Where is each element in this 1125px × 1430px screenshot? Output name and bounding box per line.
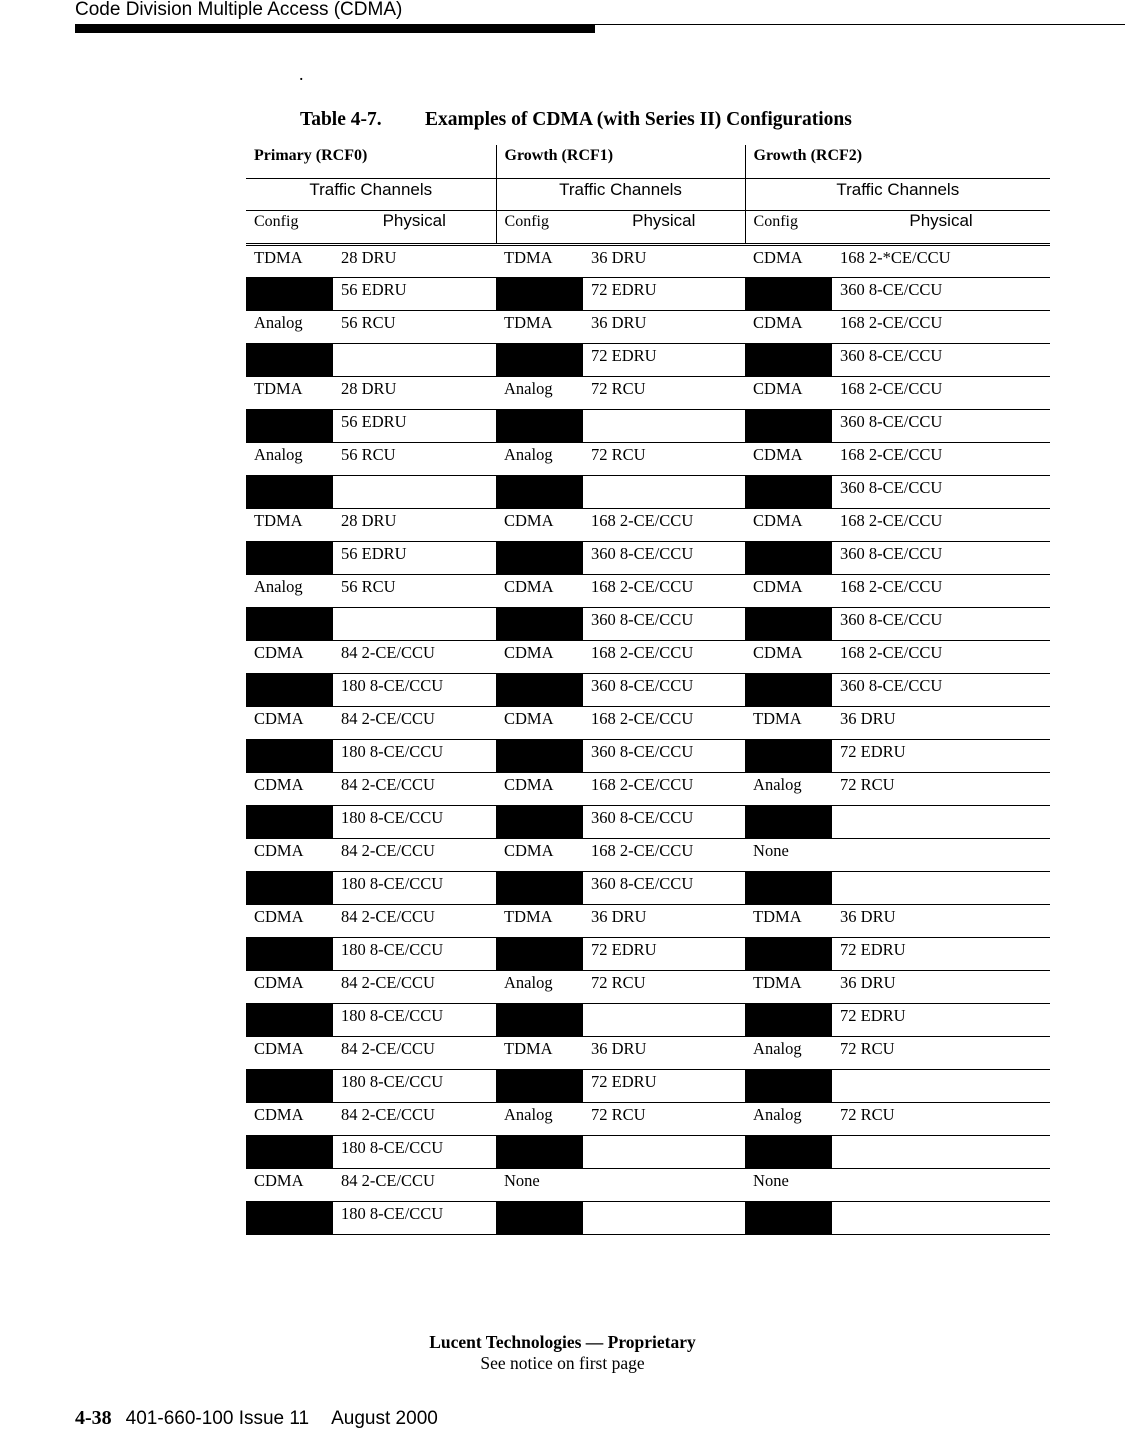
config-cell-blank xyxy=(745,542,832,575)
table-number: Table 4-7. xyxy=(300,109,382,130)
group-header-primary: Primary (RCF0) xyxy=(246,145,496,179)
config-cell: None xyxy=(745,1169,832,1202)
table-row xyxy=(246,806,1050,839)
config-cell-blank xyxy=(496,674,583,707)
physical-cell xyxy=(832,806,1050,839)
config-cell-blank xyxy=(496,938,583,971)
config-cell-blank xyxy=(745,806,832,839)
table-row xyxy=(246,1004,1050,1037)
physical-cell: 180 8-CE/CCU xyxy=(333,1136,496,1169)
physical-cell: 360 8-CE/CCU xyxy=(832,278,1050,311)
physical-cell xyxy=(832,872,1050,905)
physical-cell: 84 2-CE/CCU xyxy=(333,707,496,740)
physical-cell: 180 8-CE/CCU xyxy=(333,938,496,971)
config-cell: TDMA xyxy=(246,245,333,278)
table-row xyxy=(246,872,1050,905)
physical-cell xyxy=(583,476,745,509)
physical-cell: 56 EDRU xyxy=(333,278,496,311)
table-row xyxy=(246,1103,1050,1136)
config-cell: None xyxy=(496,1169,583,1202)
configurations-table xyxy=(246,145,1050,1235)
config-cell: CDMA xyxy=(246,773,333,806)
config-cell-blank xyxy=(246,278,333,311)
sub-header-traffic-channels: Traffic Channels xyxy=(745,179,1050,211)
physical-cell: 360 8-CE/CCU xyxy=(583,806,745,839)
physical-cell xyxy=(333,344,496,377)
physical-cell: 360 8-CE/CCU xyxy=(832,608,1050,641)
physical-cell: 180 8-CE/CCU xyxy=(333,1070,496,1103)
config-cell-blank xyxy=(745,344,832,377)
config-cell-blank xyxy=(246,872,333,905)
config-cell-blank xyxy=(745,740,832,773)
table-row xyxy=(246,344,1050,377)
config-cell: CDMA xyxy=(246,707,333,740)
header-rule-thick xyxy=(75,25,595,33)
config-cell-blank xyxy=(246,1202,333,1235)
proprietary-notice-see-first-page: See notice on first page xyxy=(480,1353,645,1373)
config-cell-blank xyxy=(246,344,333,377)
physical-cell: 72 EDRU xyxy=(832,740,1050,773)
config-cell: CDMA xyxy=(246,641,333,674)
config-cell-blank xyxy=(745,1136,832,1169)
table-row xyxy=(246,1037,1050,1070)
physical-cell: 72 EDRU xyxy=(832,938,1050,971)
config-cell: Analog xyxy=(496,971,583,1004)
physical-cell: 28 DRU xyxy=(333,377,496,410)
physical-cell: 84 2-CE/CCU xyxy=(333,905,496,938)
config-cell-blank xyxy=(496,542,583,575)
config-cell-blank xyxy=(496,1136,583,1169)
physical-cell: 56 EDRU xyxy=(333,410,496,443)
config-cell-blank xyxy=(745,278,832,311)
group-header-row xyxy=(246,145,1050,179)
stray-mark: . xyxy=(299,64,304,84)
running-header-title: Code Division Multiple Access (CDMA) xyxy=(75,0,403,20)
config-cell-blank xyxy=(246,674,333,707)
sub-header-row xyxy=(246,179,1050,211)
physical-cell: 84 2-CE/CCU xyxy=(333,1169,496,1202)
group-header-growth-rcf1: Growth (RCF1) xyxy=(496,145,745,179)
config-cell: Analog xyxy=(246,575,333,608)
config-cell-blank xyxy=(496,476,583,509)
config-cell: TDMA xyxy=(496,905,583,938)
physical-cell: 360 8-CE/CCU xyxy=(583,608,745,641)
config-cell: TDMA xyxy=(246,377,333,410)
physical-cell xyxy=(333,608,496,641)
config-cell: CDMA xyxy=(745,377,832,410)
physical-cell: 84 2-CE/CCU xyxy=(333,1103,496,1136)
column-header-config: Config xyxy=(496,211,583,245)
table-row xyxy=(246,641,1050,674)
config-cell: CDMA xyxy=(246,839,333,872)
column-header-config: Config xyxy=(246,211,333,245)
physical-cell: 72 EDRU xyxy=(583,344,745,377)
table-row xyxy=(246,971,1050,1004)
table-row xyxy=(246,575,1050,608)
physical-cell: 72 EDRU xyxy=(832,1004,1050,1037)
config-cell-blank xyxy=(745,608,832,641)
physical-cell: 72 RCU xyxy=(583,971,745,1004)
config-cell: CDMA xyxy=(246,1169,333,1202)
physical-cell: 168 2-CE/CCU xyxy=(583,641,745,674)
physical-cell: 168 2-CE/CCU xyxy=(832,311,1050,344)
physical-cell xyxy=(333,476,496,509)
config-cell-blank xyxy=(745,476,832,509)
physical-cell: 28 DRU xyxy=(333,509,496,542)
config-cell: CDMA xyxy=(745,311,832,344)
config-cell: TDMA xyxy=(745,707,832,740)
physical-cell: 84 2-CE/CCU xyxy=(333,773,496,806)
physical-cell: 168 2-*CE/CCU xyxy=(832,245,1050,278)
config-cell: CDMA xyxy=(246,971,333,1004)
physical-cell: 180 8-CE/CCU xyxy=(333,1004,496,1037)
config-cell: CDMA xyxy=(745,509,832,542)
page-footer xyxy=(75,1407,438,1430)
physical-cell: 168 2-CE/CCU xyxy=(832,377,1050,410)
config-cell: TDMA xyxy=(745,905,832,938)
config-cell-blank xyxy=(246,476,333,509)
physical-cell: 36 DRU xyxy=(583,245,745,278)
config-cell: CDMA xyxy=(496,509,583,542)
physical-cell: 56 EDRU xyxy=(333,542,496,575)
config-cell-blank xyxy=(246,410,333,443)
config-cell-blank xyxy=(496,806,583,839)
physical-cell: 360 8-CE/CCU xyxy=(583,542,745,575)
table-row xyxy=(246,1202,1050,1235)
config-cell-blank xyxy=(246,938,333,971)
config-cell: CDMA xyxy=(246,1037,333,1070)
config-cell: Analog xyxy=(745,1037,832,1070)
config-cell-blank xyxy=(246,740,333,773)
physical-cell xyxy=(832,1136,1050,1169)
config-cell-blank xyxy=(496,608,583,641)
config-cell-blank xyxy=(745,872,832,905)
table-row xyxy=(246,674,1050,707)
physical-cell: 72 RCU xyxy=(832,1103,1050,1136)
physical-cell: 72 RCU xyxy=(832,1037,1050,1070)
config-cell: Analog xyxy=(745,773,832,806)
config-cell: CDMA xyxy=(496,575,583,608)
physical-cell: 360 8-CE/CCU xyxy=(832,674,1050,707)
config-cell-blank xyxy=(496,1004,583,1037)
table-row xyxy=(246,740,1050,773)
physical-cell: 84 2-CE/CCU xyxy=(333,641,496,674)
config-cell: CDMA xyxy=(246,905,333,938)
config-cell-blank xyxy=(246,608,333,641)
table-row xyxy=(246,542,1050,575)
config-cell: CDMA xyxy=(496,707,583,740)
table-row xyxy=(246,311,1050,344)
issue-date: August 2000 xyxy=(331,1408,438,1429)
physical-cell: 168 2-CE/CCU xyxy=(832,443,1050,476)
physical-cell: 180 8-CE/CCU xyxy=(333,674,496,707)
config-cell: Analog xyxy=(246,311,333,344)
physical-cell: 36 DRU xyxy=(583,905,745,938)
table-row xyxy=(246,443,1050,476)
physical-cell: 72 RCU xyxy=(583,443,745,476)
column-header-physical: Physical xyxy=(832,211,1050,245)
config-cell-blank xyxy=(745,674,832,707)
table-row xyxy=(246,839,1050,872)
table-body xyxy=(246,245,1050,1235)
physical-cell: 360 8-CE/CCU xyxy=(832,410,1050,443)
table-row xyxy=(246,476,1050,509)
config-cell-blank xyxy=(496,278,583,311)
physical-cell xyxy=(583,1136,745,1169)
config-cell-blank xyxy=(496,410,583,443)
group-header-growth-rcf2: Growth (RCF2) xyxy=(745,145,1050,179)
config-cell: CDMA xyxy=(745,245,832,278)
table-row xyxy=(246,509,1050,542)
proprietary-notice xyxy=(0,1332,1125,1374)
config-cell-blank xyxy=(246,1070,333,1103)
table-row xyxy=(246,1070,1050,1103)
physical-cell: 36 DRU xyxy=(832,971,1050,1004)
table-row xyxy=(246,278,1050,311)
config-cell: TDMA xyxy=(496,311,583,344)
physical-cell: 168 2-CE/CCU xyxy=(832,575,1050,608)
configurations-table-container xyxy=(246,145,1050,1235)
physical-cell: 72 EDRU xyxy=(583,278,745,311)
config-cell: Analog xyxy=(496,1103,583,1136)
table-row xyxy=(246,410,1050,443)
physical-cell: 168 2-CE/CCU xyxy=(583,575,745,608)
table-caption xyxy=(300,109,852,131)
column-header-row xyxy=(246,211,1050,245)
physical-cell xyxy=(583,1202,745,1235)
physical-cell xyxy=(583,410,745,443)
config-cell-blank xyxy=(246,806,333,839)
physical-cell: 168 2-CE/CCU xyxy=(832,509,1050,542)
config-cell-blank xyxy=(745,938,832,971)
config-cell-blank xyxy=(496,1070,583,1103)
physical-cell: 360 8-CE/CCU xyxy=(583,740,745,773)
physical-cell xyxy=(583,1004,745,1037)
config-cell: None xyxy=(745,839,832,872)
physical-cell: 360 8-CE/CCU xyxy=(583,674,745,707)
sub-header-traffic-channels: Traffic Channels xyxy=(496,179,745,211)
config-cell: TDMA xyxy=(745,971,832,1004)
sub-header-traffic-channels: Traffic Channels xyxy=(246,179,496,211)
config-cell-blank xyxy=(246,1136,333,1169)
physical-cell: 56 RCU xyxy=(333,311,496,344)
physical-cell: 180 8-CE/CCU xyxy=(333,872,496,905)
table-row xyxy=(246,905,1050,938)
table-row xyxy=(246,377,1050,410)
table-row xyxy=(246,938,1050,971)
config-cell-blank xyxy=(745,1202,832,1235)
config-cell: TDMA xyxy=(496,245,583,278)
config-cell: CDMA xyxy=(745,575,832,608)
config-cell: TDMA xyxy=(496,1037,583,1070)
column-header-physical: Physical xyxy=(333,211,496,245)
physical-cell: 84 2-CE/CCU xyxy=(333,839,496,872)
physical-cell: 36 DRU xyxy=(583,311,745,344)
physical-cell: 360 8-CE/CCU xyxy=(832,542,1050,575)
table-title: Examples of CDMA (with Series II) Configurations xyxy=(425,109,852,130)
table-row xyxy=(246,1169,1050,1202)
column-header-physical: Physical xyxy=(583,211,745,245)
physical-cell xyxy=(832,1169,1050,1202)
config-cell: Analog xyxy=(246,443,333,476)
config-cell-blank xyxy=(496,740,583,773)
table-row xyxy=(246,1136,1050,1169)
page-number: 4-38 xyxy=(75,1407,112,1429)
physical-cell: 84 2-CE/CCU xyxy=(333,971,496,1004)
physical-cell: 168 2-CE/CCU xyxy=(832,641,1050,674)
config-cell: CDMA xyxy=(745,443,832,476)
physical-cell: 28 DRU xyxy=(333,245,496,278)
physical-cell: 36 DRU xyxy=(832,707,1050,740)
physical-cell: 180 8-CE/CCU xyxy=(333,740,496,773)
physical-cell: 360 8-CE/CCU xyxy=(832,476,1050,509)
physical-cell xyxy=(832,1202,1050,1235)
physical-cell: 168 2-CE/CCU xyxy=(583,839,745,872)
physical-cell: 360 8-CE/CCU xyxy=(832,344,1050,377)
config-cell-blank xyxy=(496,872,583,905)
physical-cell: 36 DRU xyxy=(832,905,1050,938)
physical-cell: 72 RCU xyxy=(832,773,1050,806)
config-cell: CDMA xyxy=(496,773,583,806)
config-cell-blank xyxy=(745,410,832,443)
physical-cell: 168 2-CE/CCU xyxy=(583,509,745,542)
physical-cell: 72 EDRU xyxy=(583,1070,745,1103)
config-cell: Analog xyxy=(496,377,583,410)
config-cell: CDMA xyxy=(745,641,832,674)
physical-cell xyxy=(832,1070,1050,1103)
config-cell-blank xyxy=(246,1004,333,1037)
config-cell-blank xyxy=(745,1070,832,1103)
table-row xyxy=(246,707,1050,740)
physical-cell: 56 RCU xyxy=(333,575,496,608)
table-row xyxy=(246,245,1050,278)
physical-cell: 72 RCU xyxy=(583,377,745,410)
config-cell: Analog xyxy=(745,1103,832,1136)
config-cell-blank xyxy=(496,1202,583,1235)
physical-cell: 56 RCU xyxy=(333,443,496,476)
column-header-config: Config xyxy=(745,211,832,245)
physical-cell: 180 8-CE/CCU xyxy=(333,806,496,839)
physical-cell: 168 2-CE/CCU xyxy=(583,707,745,740)
config-cell-blank xyxy=(496,344,583,377)
table-row xyxy=(246,773,1050,806)
document-id: 401-660-100 Issue 11 xyxy=(125,1408,310,1429)
config-cell: CDMA xyxy=(496,641,583,674)
physical-cell: 72 EDRU xyxy=(583,938,745,971)
physical-cell: 180 8-CE/CCU xyxy=(333,1202,496,1235)
config-cell: CDMA xyxy=(246,1103,333,1136)
physical-cell xyxy=(832,839,1050,872)
table-row xyxy=(246,608,1050,641)
physical-cell: 72 RCU xyxy=(583,1103,745,1136)
config-cell-blank xyxy=(745,1004,832,1037)
config-cell: CDMA xyxy=(496,839,583,872)
config-cell: TDMA xyxy=(246,509,333,542)
physical-cell xyxy=(583,1169,745,1202)
proprietary-notice-company: Lucent Technologies — Proprietary xyxy=(429,1332,696,1352)
physical-cell: 360 8-CE/CCU xyxy=(583,872,745,905)
config-cell-blank xyxy=(246,542,333,575)
physical-cell: 84 2-CE/CCU xyxy=(333,1037,496,1070)
config-cell: Analog xyxy=(496,443,583,476)
physical-cell: 168 2-CE/CCU xyxy=(583,773,745,806)
physical-cell: 36 DRU xyxy=(583,1037,745,1070)
